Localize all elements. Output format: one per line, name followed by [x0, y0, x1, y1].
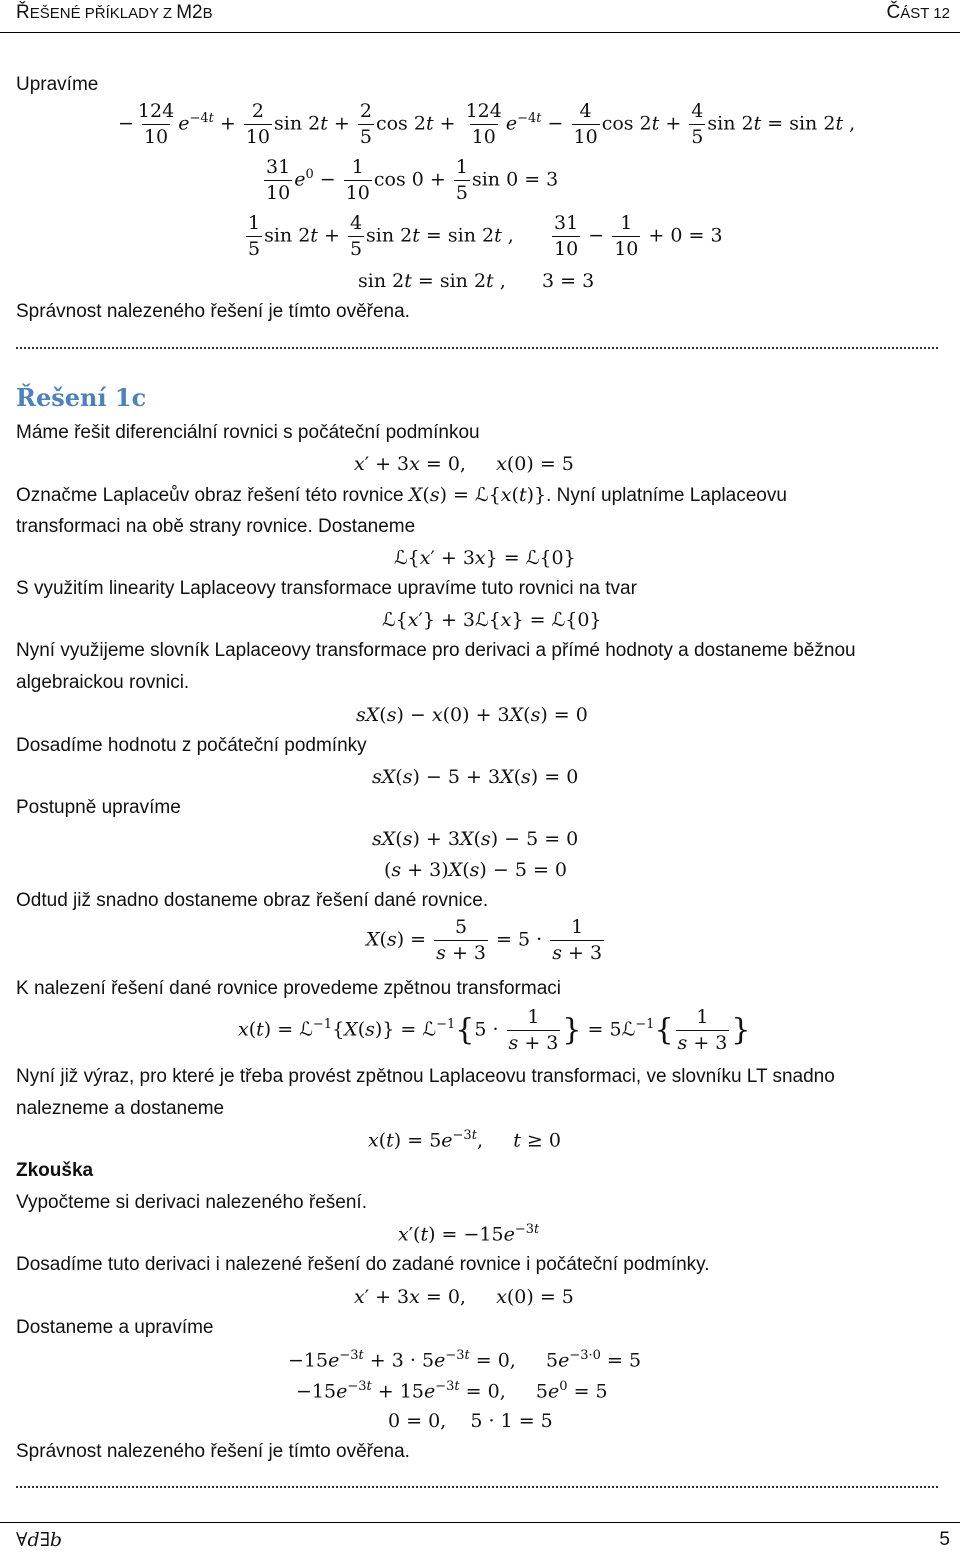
text-transform: transformaci na obě strany rovnice. Dostaneme — [16, 516, 416, 537]
equation-verify-1: $-15e^{-3t} + 3 \cdot 5e^{-3t} = 0$, $5e^{-3\cdot 0} = 5$ — [288, 1348, 642, 1372]
equation-check-3: $\frac{1}{5}$ sin 2t + $\frac{4}{5}$ sin 2t = sin 2t , — [248, 212, 514, 260]
equation-check-4: $\frac{31}{10}$ − $\frac{1}{10}$ + 0 = 3 — [554, 212, 723, 260]
text-linearity: S využitím linearity Laplaceovy transformace upravíme tuto rovnici na tvar — [16, 578, 637, 599]
page-footer — [0, 1522, 960, 1554]
text-dictionary: Nyní využijeme slovník Laplaceovy transformace pro derivaci a přímé hodnoty a dostaneme běžnou — [16, 640, 856, 661]
footer-logo: ∀d∃b — [16, 1529, 63, 1551]
equation-check-5: sin 2t = sin 2t , 3 = 3 — [358, 270, 595, 292]
equation-algebraic-2: sX(s) − 5 + 3X(s) = 0 — [372, 766, 579, 788]
equation-laplace-1: ℒ{x′ + 3x} = ℒ{0} — [394, 547, 576, 569]
equation-check-1: − $\frac{124}{10}$ $e^{-4t}$ + $\frac{2}{10}$ sin 2t + $\frac{2}{5}$ cos 2t + $\frac{124}{10}$ $e^{-4t}$ − $\frac{4}{10}$ cos 2t + $\frac{4}{5}$ sin 2t = sin 2t , — [118, 100, 856, 148]
text-image: Odtud již snadno dostaneme obraz řešení dané rovnice. — [16, 890, 489, 911]
text-intro: Máme řešit diferenciální rovnici s počáteční podmínkou — [16, 422, 480, 443]
text-substitute: Dosadíme hodnotu z počáteční podmínky — [16, 735, 367, 756]
text-laplace-def: Označme Laplaceův obraz řešení této rovnice X(s) = ℒ{x(t)}. Nyní uplatníme Laplaceovu — [16, 484, 787, 506]
equation-image: X(s) = $\frac{5}{s + 3}$ = 5 · $\frac{1}{s + 3}$ — [366, 916, 603, 964]
equation-verify-3: 0 = 0, 5 · 1 = 5 — [388, 1410, 553, 1432]
equation-derivative: $x'(t) = -15e^{-3t}$ — [398, 1222, 540, 1246]
equation-laplace-2: ℒ{x′} + 3ℒ{x} = ℒ{0} — [382, 609, 602, 631]
text-gradually: Postupně upravíme — [16, 797, 181, 818]
text-lookup: Nyní již výraz, pro které je třeba provést zpětnou Laplaceovu transformaci, ve slovníku LT snadno — [16, 1066, 835, 1087]
page-number: 5 — [939, 1529, 950, 1550]
dotted-separator — [16, 347, 938, 349]
equation-algebraic-1: sX(s) − x(0) + 3X(s) = 0 — [356, 704, 588, 726]
text-inverse: K nalezení řešení dané rovnice provedeme zpětnou transformaci — [16, 978, 561, 999]
equation-inverse: x(t) = ℒ$^{-1}${X(s)} = ℒ$^{-1}${5 · $\frac{1}{s + 3}$ } = 5ℒ$^{-1}${ $\frac{1}{s + 3}$ } — [238, 1006, 751, 1054]
header-part: ČÁST 12 — [886, 2, 950, 23]
dotted-separator-2 — [16, 1486, 938, 1488]
equation-check-2: $\frac{31}{10}$ $e^0$ − $\frac{1}{10}$ cos 0 + $\frac{1}{5}$ sin 0 = 3 — [266, 156, 559, 204]
text-plug-in: Dosadíme tuto derivaci i nalezené řešení do zadané rovnice i počáteční podmínky. — [16, 1254, 710, 1275]
page-header — [0, 0, 960, 33]
section-heading: Řešení 1c — [16, 383, 147, 412]
equation-algebraic-4: (s + 3)X(s) − 5 = 0 — [384, 859, 567, 881]
equation-ode-repeat: x′ + 3x = 0, x(0) = 5 — [354, 1286, 574, 1308]
equation-solution: $x(t) = 5e^{-3t}$, t ≥ 0 — [368, 1128, 561, 1152]
equation-verify-2: $-15e^{-3t} + 15e^{-3t} = 0$, $5e^0 = 5$ — [296, 1379, 608, 1403]
text-derivative: Vypočteme si derivaci nalezeného řešení. — [16, 1192, 367, 1213]
text-zkouska: Zkouška — [16, 1160, 94, 1181]
equation-ode: x′ + 3x = 0, x(0) = 5 — [354, 453, 574, 475]
text-algebraic: algebraickou rovnici. — [16, 672, 190, 693]
text-get: Dostaneme a upravíme — [16, 1317, 214, 1338]
header-title: ŘEŠENÉ PŘÍKLADY Z M2B — [16, 2, 213, 23]
equation-algebraic-3: sX(s) + 3X(s) − 5 = 0 — [372, 828, 579, 850]
text-find: nalezneme a dostaneme — [16, 1098, 225, 1119]
text-upravime: Upravíme — [16, 74, 99, 95]
text-verified-2: Správnost nalezeného řešení je tímto ověřena. — [16, 1441, 410, 1462]
text-verified-1: Správnost nalezeného řešení je tímto ověřena. — [16, 301, 410, 322]
